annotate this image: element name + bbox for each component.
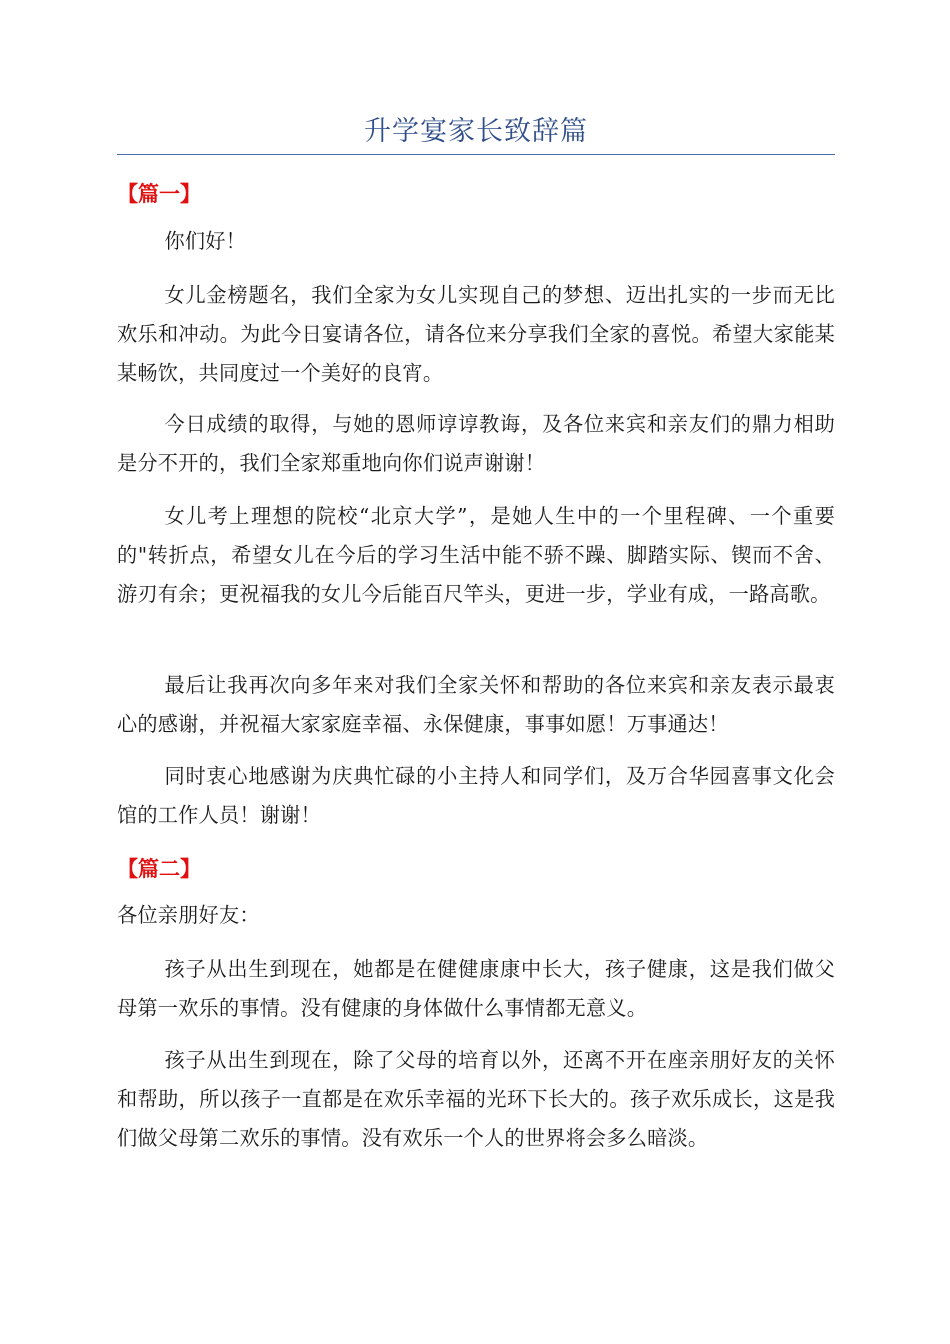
paragraph: 孩子从出生到现在，她都是在健健康康中长大，孩子健康，这是我们做父母第一欢乐的事情。没有健康的身体做什么事情都无意义。 bbox=[117, 957, 835, 1020]
paragraph-greeting: 你们好！ bbox=[164, 229, 247, 253]
section-heading-1: 【篇一】 bbox=[117, 182, 201, 206]
paragraph: 女儿金榜题名，我们全家为女儿实现自己的梦想、迈出扎实的一步而无比欢乐和冲动。为此今日宴请各位，请各位来分享我们全家的喜悦。希望大家能某某畅饮，共同度过一个美好的良宵。 bbox=[117, 283, 835, 385]
title-underline bbox=[117, 154, 835, 155]
paragraph: 女儿考上理想的院校“北京大学”，是她人生中的一个里程碑、一个重要的"转折点，希望女儿在今后的学习生活中能不骄不躁、脚踏实际、锲而不舍、游刃有余；更祝福我的女儿今后能百尺竿头，更进一步，学业有成，一路高歌。 bbox=[117, 504, 835, 606]
paragraph: 今日成绩的取得，与她的恩师谆谆教诲，及各位来宾和亲友们的鼎力相助是分不开的，我们全家郑重地向你们说声谢谢！ bbox=[117, 412, 835, 475]
document-title: 升学宴家长致辞篇 bbox=[364, 116, 588, 147]
paragraph-salutation: 各位亲朋好友： bbox=[117, 903, 260, 927]
paragraph: 孩子从出生到现在，除了父母的培育以外，还离不开在座亲朋好友的关怀和帮助，所以孩子一直都是在欢乐幸福的光环下长大的。孩子欢乐成长，这是我们做父母第二欢乐的事情。没有欢乐一个人的世界将会多么暗淡。 bbox=[117, 1048, 835, 1150]
paragraph: 最后让我再次向多年来对我们全家关怀和帮助的各位来宾和亲友表示最衷心的感谢，并祝福大家家庭幸福、永保健康，事事如愿！万事通达！ bbox=[117, 673, 835, 736]
section-heading-2: 【篇二】 bbox=[117, 857, 201, 881]
paragraph: 同时衷心地感谢为庆典忙碌的小主持人和同学们，及万合华园喜事文化会馆的工作人员！谢谢！ bbox=[117, 764, 835, 827]
